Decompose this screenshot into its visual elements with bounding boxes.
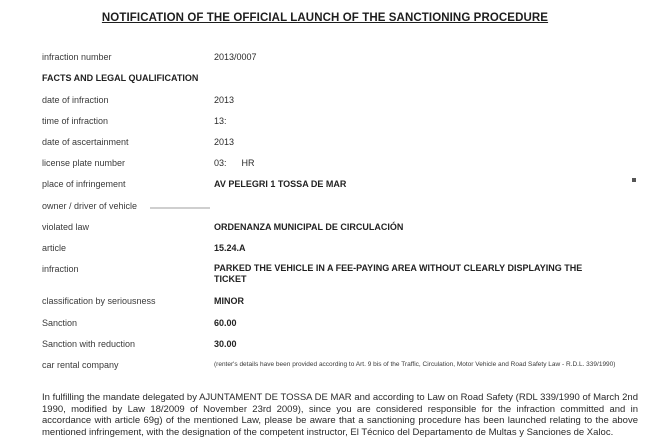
article-label: article [42,243,67,253]
place-of-infringement-label: place of infringement [42,179,126,189]
time-of-infraction-label: time of infraction [42,116,109,126]
document-title: NOTIFICATION OF THE OFFICIAL LAUNCH OF THE SANCTIONING PROCEDURE [101,12,549,24]
violated-law-label: violated law [42,222,90,232]
sanction-value: 60.00 [214,318,237,328]
place-of-infringement-value: AV PELEGRI 1 TOSSA DE MAR [214,179,347,189]
owner-driver-label: owner / driver of vehicle [42,201,138,211]
section-heading: FACTS AND LEGAL QUALIFICATION [42,73,199,83]
time-of-infraction-value: 13: [214,116,227,126]
sanction-with-reduction-value: 30.00 [214,339,237,349]
license-plate-label: license plate number [42,158,126,168]
infraction-label: infraction [42,264,79,274]
car-rental-company-label: car rental company [42,360,119,370]
car-rental-company-note: (renter's details have been provided according to Art. 9 bis of the Traffic, Circulation, Motor Vehicle and Road Safety Law - R.D.L. 339/1990) [214,361,616,368]
date-of-infraction-label: date of infraction [42,95,109,105]
sanction-with-reduction-label: Sanction with reduction [42,339,136,349]
body-paragraph: In fulfilling the mandate delegated by AJUNTAMENT DE TOSSA DE MAR and according to Law on Road Safety (RDL 339/1990 of March 2nd 1990, modified by Law 18/2009 of November 23rd 2009), since you are considered responsible for the infraction committed and in accordance with article 69g) of the mentioned Law, please be aware that a sanctioning procedure has been launched relating to the above mentioned infringement, with the designation of the competent instructor, El Técnico del Departamento de Multas y Sanciones de Xaloc. [42,392,638,438]
sanction-label: Sanction [42,318,78,328]
violated-law-value: ORDENANZA MUNICIPAL DE CIRCULACIÓN [214,222,404,232]
date-of-ascertainment-value: 2013 [214,137,235,147]
date-of-ascertainment-label: date of ascertainment [42,137,129,147]
redaction-mark [150,207,210,209]
infraction-value: PARKED THE VEHICLE IN A FEE-PAYING AREA WITHOUT CLEARLY DISPLAYING THE TICKET [214,263,583,284]
classification-label: classification by seriousness [42,296,156,306]
infraction-number-value: 2013/0007 [214,52,257,62]
date-of-infraction-value: 2013 [214,95,235,105]
margin-mark [632,178,636,182]
license-plate-value: 03: HR [214,158,255,168]
classification-value: MINOR [214,296,244,306]
infraction-number-label: infraction number [42,52,112,62]
article-value: 15.24.A [214,243,246,253]
